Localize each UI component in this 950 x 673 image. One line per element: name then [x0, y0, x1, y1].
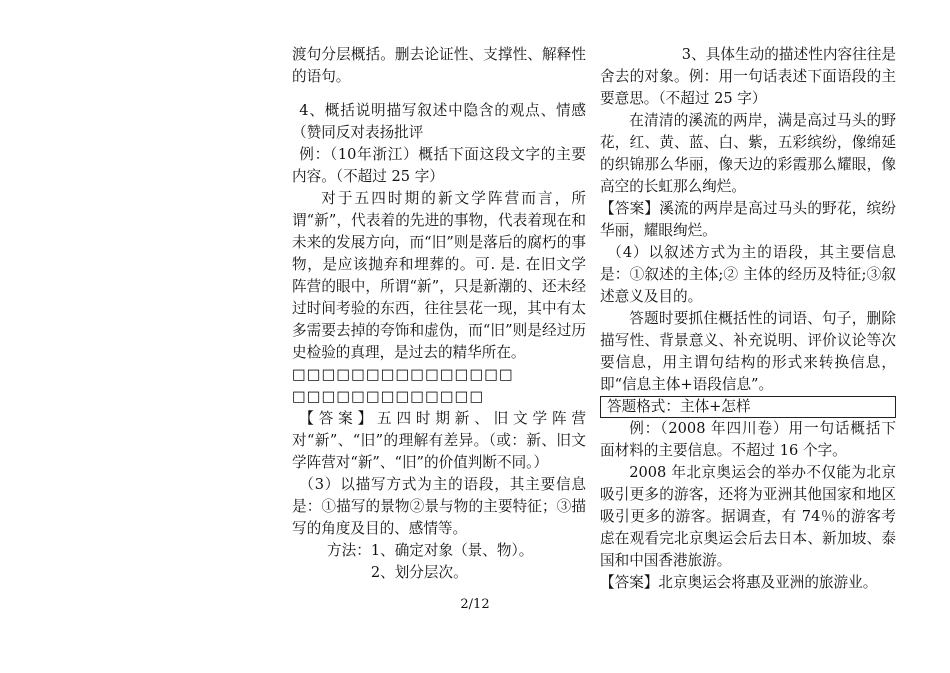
example-prompt: 例：（10年浙江）概括下面这段文字的主要内容。（不超过 25 字） — [292, 146, 586, 185]
example-passage-stream: 在清清的溪流的两岸，满是高过马头的野花，红、黄、蓝、白、紫，五彩缤纷，像绵延的织锦那么华丽，像天边的彩霞那么耀眼，像高空的长虹那么绚烂。 — [600, 112, 896, 195]
answer-tips: 答题时要抓住概括性的词语、句子，删除描写性、背景意义、补充说明、评价议论等次要信息，用主谓句结构的形式来转换信息，即“信息主体+语段信息”。 — [600, 310, 896, 393]
answer-olympics: 【答案】北京奥运会将惠及亚洲的旅游业。 — [600, 574, 878, 591]
heading-point-3-description: （3）以描写方式为主的语段，其主要信息是：①描写的景物②景与物的主要特征；③描写的角度及目的、感情等。 — [292, 476, 586, 537]
heading-point-4-narrative: （4）以叙述方式为主的语段，其主要信息是：①叙述的主体;② 主体的经历及特征;③叙述意义及目的。 — [600, 244, 896, 305]
page-number: 2/12 — [460, 597, 490, 612]
right-column — [600, 44, 896, 594]
placeholder-boxes-2: □□□□□□□□□□□□□ — [292, 388, 485, 405]
example-passage: 对于五四时期的新文学阵营而言，所谓“新”，代表着的先进的事物，代表着现在和未来的发展方向，而“旧”则是落后的腐朽的事物，是应该抛弃和埋葬的。可. 是. 在旧文学阵营的眼中，所谓“新”，只是新潮的、还未经过时间考验的东西，往往昙花一现，其中有太多需要去掉的夸饰和虚伪，而“旧”则是经过历史检验的真理，是过去的精华所在。 — [292, 190, 586, 361]
point-3-vivid-description: 3、具体生动的描述性内容往往是舍去的对象。例：用一句话表述下面语段的主要意思。（不超过 25 字） — [600, 46, 896, 107]
placeholder-boxes-1: □□□□□□□□□□□□□□□ — [292, 366, 514, 383]
left-column — [292, 44, 586, 584]
method-step-1: 方法：1、确定对象（景、物）。 — [327, 542, 534, 559]
heading-point-4: 4、概括说明描写叙述中隐含的观点、情感（赞同反对表扬批评 — [292, 102, 586, 141]
example-passage-olympics: 2008 年北京奥运会的举办不仅能为北京吸引更多的游客，还将为亚洲其他国家和地区吸引更多的游客。据调查，有 74％的游客考虑在观看完北京奥运会后去日本、新加坡、泰国和中国香港旅游。 — [600, 464, 896, 569]
answer-paragraph: 【答案】五四时期新、旧文学阵营对“新”、“旧”的理解有差异。（或：新、旧文学阵营对“新”、“旧”的价值判断不同。） — [292, 410, 586, 471]
example-prompt-2008: 例：（2008 年四川卷）用一句话概括下面材料的主要信息。不超过 16 个字。 — [600, 420, 896, 459]
spacer — [292, 88, 586, 100]
answer-format-box: 答题格式：主体+怎样 — [600, 396, 896, 418]
method-step-2: 2、划分层次。 — [370, 564, 468, 581]
paragraph-summary-method: 渡句分层概括。删去论证性、支撑性、解释性的语句。 — [292, 46, 586, 85]
answer-stream: 【答案】溪流的两岸是高过马头的野花，缤纷华丽，耀眼绚烂。 — [600, 200, 896, 239]
